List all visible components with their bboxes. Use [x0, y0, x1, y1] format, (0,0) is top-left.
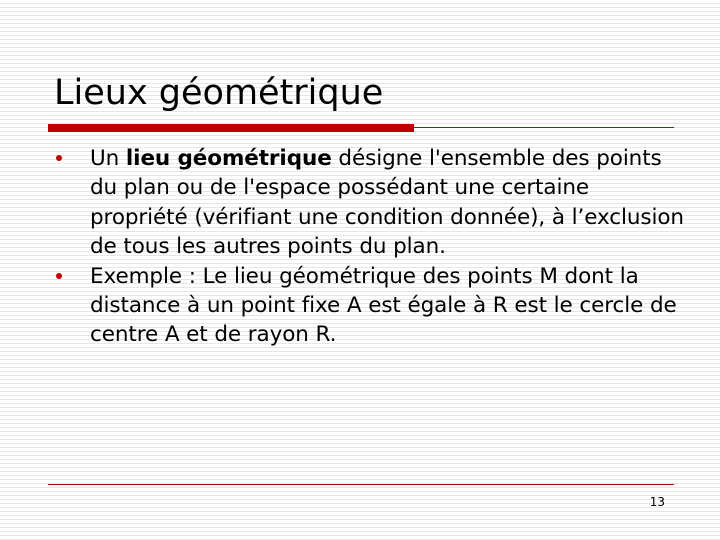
page-number: 13 [649, 495, 665, 509]
bullet-dot-icon [56, 273, 62, 279]
bullet-dot-icon [56, 155, 62, 161]
definition-text: désigne l'ensemble des points du plan ou de l'espace possédant une certaine propriété (vérifiant une condition donnée), à l’exclusion de tous les autres points du plan. [90, 146, 684, 260]
title-underline-thin [414, 127, 674, 128]
example-text: Exemple : Le lieu géométrique des points M dont la distance à un point fixe A est égale à R est le cercle de centre A et de rayon R. [90, 263, 677, 348]
footer-rule [48, 484, 674, 485]
bullet-item-example [54, 262, 684, 350]
slide-title: Lieux géométrique [54, 73, 384, 113]
definition-prefix: Un [90, 146, 126, 171]
title-underline-thick [48, 124, 414, 132]
bullet-item-definition [54, 144, 684, 262]
bullet-list [54, 144, 684, 350]
definition-term: lieu géométrique [125, 146, 332, 171]
